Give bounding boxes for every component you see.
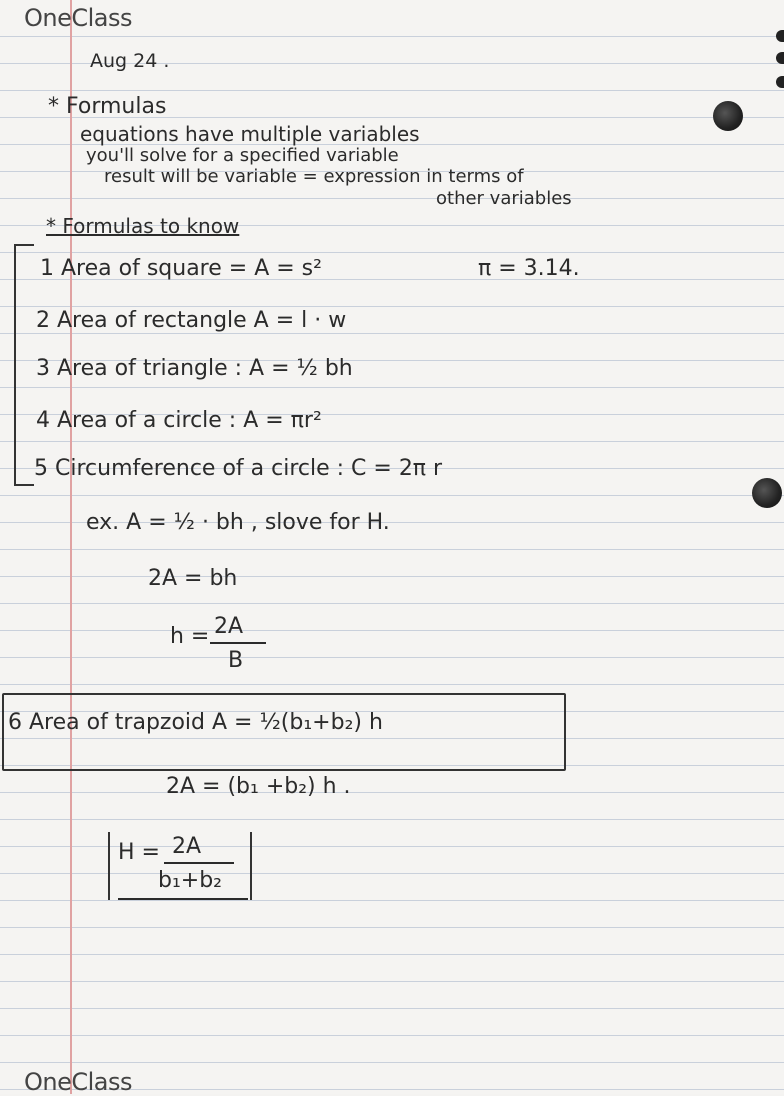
formula-text: Circumference of a circle : C = 2π r: [55, 456, 443, 481]
formula-text: Area of triangle : A = ½ bh: [57, 356, 353, 381]
formula-text: Area of rectangle A = l · w: [57, 308, 347, 333]
note-line: result will be variable = expression in terms of: [104, 166, 524, 187]
binder-hole: [752, 478, 782, 508]
formula-number: 5: [34, 456, 48, 481]
formula-number: 2: [36, 308, 50, 333]
formula-text: Area of a circle : A = πr²: [57, 408, 322, 433]
formula-number: 3: [36, 356, 50, 381]
note-line: other variables: [436, 188, 572, 209]
trapezoid-formula: 6 Area of trapzoid A = ½(b₁+b₂) h: [8, 710, 383, 735]
note-line: you'll solve for a specified variable: [86, 145, 399, 166]
trapezoid-numerator: 2A: [172, 834, 202, 859]
fraction-bar: [210, 642, 266, 644]
formula-number: 4: [36, 408, 50, 433]
note-date: Aug 24 .: [90, 50, 170, 72]
brand-logo-bottom: OneClass: [24, 1068, 133, 1096]
answer-underline: [118, 898, 248, 900]
trapezoid-denominator: b₁+b₂: [158, 868, 223, 893]
brand-logo-top: OneClass: [24, 4, 133, 32]
formula-item: [40, 256, 322, 281]
trapezoid-lhs: H =: [118, 840, 160, 865]
trapezoid-step: 2A = (b₁ +b₂) h .: [166, 774, 351, 799]
fraction-bar: [164, 862, 234, 864]
pi-value: π = 3.14.: [478, 256, 580, 281]
note-line: equations have multiple variables: [80, 122, 420, 146]
spiral-mark: [776, 30, 784, 42]
formula-item: [34, 456, 442, 481]
example-numerator: 2A: [214, 614, 244, 639]
example-prompt: ex. A = ½ · bh , slove for H.: [86, 510, 390, 535]
formula-item: [36, 308, 346, 333]
spiral-mark: [776, 76, 784, 88]
formula-text: Area of square = A = s²: [61, 256, 322, 281]
heading-formulas: * Formulas: [48, 94, 167, 119]
spiral-mark: [776, 52, 784, 64]
example-lhs: h =: [170, 624, 210, 649]
margin-line: [70, 0, 72, 1094]
formula-number: 1: [40, 256, 54, 281]
formula-item: [36, 408, 322, 433]
heading-formulas-to-know: * Formulas to know: [46, 214, 240, 238]
example-denominator: B: [228, 648, 244, 673]
example-step: 2A = bh: [148, 566, 238, 591]
binder-hole: [713, 101, 743, 131]
formula-item: [36, 356, 353, 381]
formula-bracket: [14, 244, 34, 486]
